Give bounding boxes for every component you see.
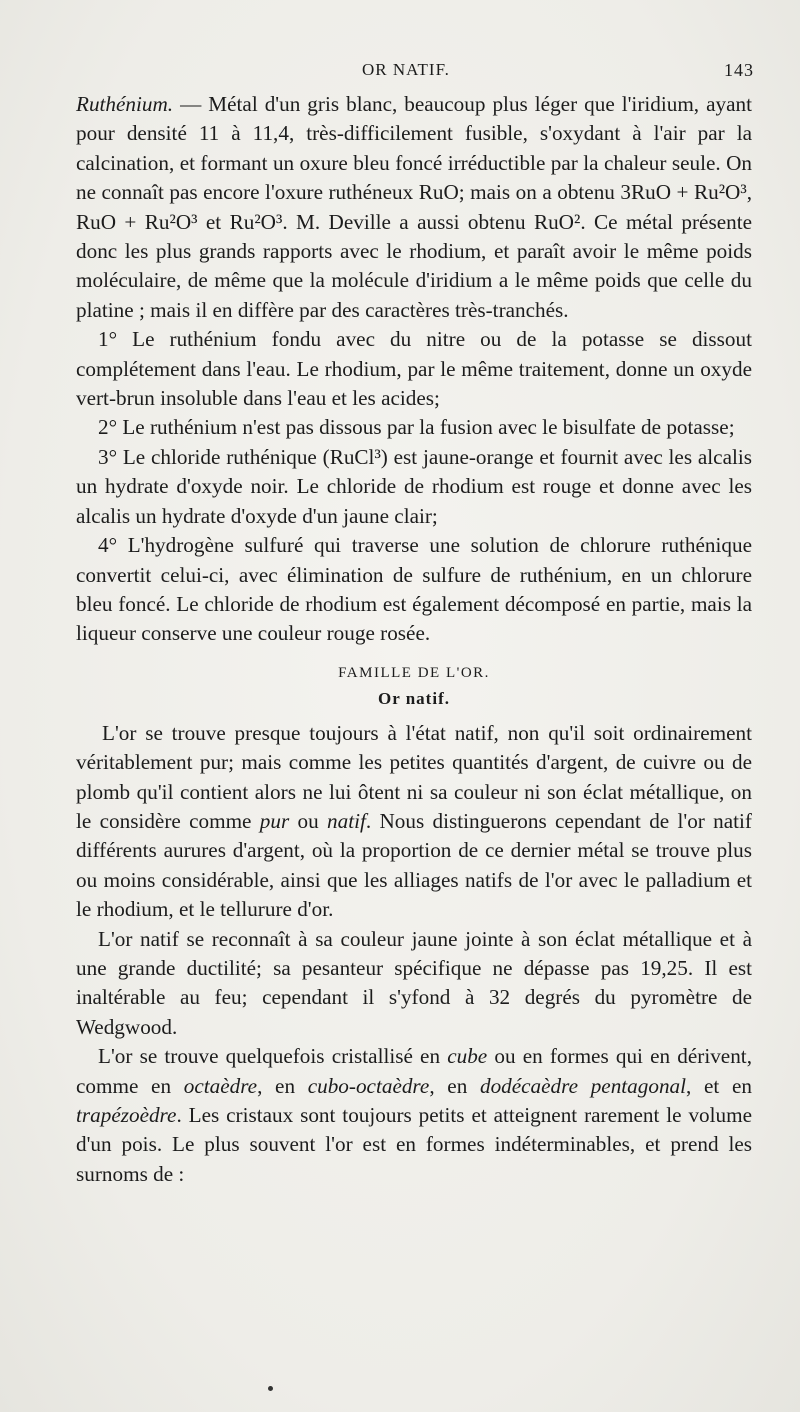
or-p3-text-g: , en [429,1073,480,1098]
or-p1-term-pur: pur [259,808,290,833]
or-p3-term-cube: cube [447,1044,488,1069]
or-p1-term-natif: natif [327,808,366,833]
or-p3-term-dodecaedre: dodécaèdre pentagonal [479,1073,687,1098]
or-paragraph-2: L'or natif se reconnaît à sa couleur jaune jointe à son éclat métallique et à une grande ductilité; sa pesanteur spécifique ne dépasse pas 19,25. Il est inaltérable au feu; cependant il s'yfond à 32 degrés du pyromètre de Wedgwood. [76,926,752,1039]
ruthenium-text: — Métal d'un gris blanc, beaucoup plus léger que l'iridium, ayant pour densité 11 à 11,4, très-difficilement fusible, s'oxydant à l'air par la calcination, et formant un oxure bleu foncé irréductible par la chaleur seule. On ne connaît pas encore l'oxure ruthéneux RuO; mais on a obtenu 3RuO + Ru²O³, RuO + Ru²O³ et Ru²O³. M. Deville a aussi obtenu RuO². Ce métal présente donc les plus grands rapports avec le rhodium, et paraît avoir le même poids moléculaire, de même que la molécule d'iridium a le même poids que celle du platine ; mais il en diffère par des caractères très-tranchés. [76,92,752,322]
running-head: OR NATIF. [362,60,450,79]
or-p3-term-octaedre: octaèdre [183,1073,258,1098]
or-p1-text-c: ou [289,808,328,833]
page-number: 143 [724,60,754,80]
or-p3-term-trapezoedre: trapézoèdre [76,1103,177,1127]
or-p1-text-e: . Nous distinguerons cependant de l'or natif différents aurures d'argent, où la proportion de ce dernier métal se trouve plus ou moins considérable, ainsi que les alliages natifs de l'or avec le palladium et le rhodium, et le tellurure d'or. [76,808,752,922]
or-p3-text-c: ou en formes qui en dérivent, comme en [76,1044,752,1098]
or-paragraph-3 [76,1042,752,1189]
point-1: 1° Le ruthénium fondu avec du nitre ou de la potasse se dissout complétement dans l'eau. Le rhodium, par le même traitement, donne un oxyde vert-brun insoluble dans l'eau et les acides; [76,327,752,411]
or-p3-term-cubo-octaedre: cubo-octaèdre [307,1073,430,1098]
point-4: 4° L'hydrogène sulfuré qui traverse une solution de chlorure ruthénique convertit celui-ci, avec élimination de sulfure de ruthénium, en un chlorure bleu foncé. Le chloride de rhodium est également décomposé en partie, mais la liqueur conserve une couleur rouge rosée. [76,533,752,646]
ruthenium-term: Ruthénium. [76,92,174,116]
or-p3-text-k: . Les cristaux sont toujours petits et atteignent rarement le volume d'un pois. Le plus souvent l'or est en formes indéterminables, et prend les surnoms de : [76,1103,752,1186]
subsection-title: Or natif. [378,688,450,708]
point-2: 2° Le ruthénium n'est pas dissous par la fusion avec le bisulfate de potasse; [98,415,735,440]
point-3: 3° Le chloride ruthénique (RuCl³) est jaune-orange et fournit avec les alcalis un hydrate d'oxyde noir. Le chloride de rhodium est rouge et donne avec les alcalis un hydrate d'oxyde d'un jaune clair; [76,444,752,528]
or-p1-text-a: L'or se trouve presque toujours à l'état natif, non qu'il soit ordinairement véritablement pur; mais comme les petites quantités d'argent, de cuivre ou de plomb qu'il contient alors ne lui ôtent ni sa couleur ni son éclat métallique, on le considère comme [76,720,752,833]
page-body [76,90,752,1189]
or-p3-text-a: L'or se trouve quelquefois cristallisé en [98,1044,448,1069]
ink-dot [268,1386,273,1391]
or-p3-text-i: , et en [686,1073,752,1098]
or-p3-text-e: , en [257,1073,308,1098]
ruthenium-paragraph [76,90,752,325]
or-paragraph-1 [76,719,752,925]
section-title: FAMILLE DE L'OR. [338,664,490,681]
page-header [76,56,754,86]
